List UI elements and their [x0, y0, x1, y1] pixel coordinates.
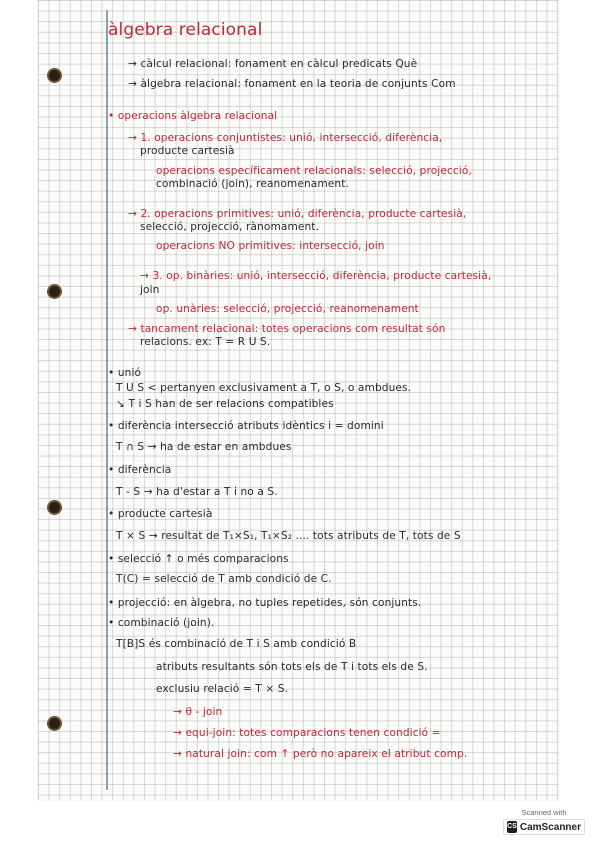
page-title: àlgebra relacional	[108, 20, 263, 40]
note-line: T ∩ S → ha de estar en ambdues	[116, 441, 292, 453]
note-line: operacions NO primitives: intersecció, join	[156, 240, 385, 252]
note-line: • operacions àlgebra relacional	[108, 110, 278, 122]
note-line: → 1. operacions conjuntistes: unió, intersecció, diferència,	[128, 132, 443, 144]
note-line: → tancament relacional: totes operacions com resultat són	[128, 323, 446, 335]
binder-hole-icon	[49, 718, 60, 729]
margin-line	[106, 10, 108, 790]
notebook-page	[38, 0, 558, 800]
note-line: • unió	[108, 367, 142, 379]
note-line: T[B]S és combinació de T i S amb condició B	[116, 638, 357, 650]
note-line: T × S → resultat de T₁×S₁, T₁×S₂ .... tots atributs de T, tots de S	[116, 530, 461, 542]
note-line: T(C) = selecció de T amb condició de C.	[116, 573, 332, 585]
binder-hole-icon	[49, 286, 60, 297]
note-line: → càlcul relacional: fonament en càlcul predicats Què	[128, 58, 418, 70]
note-line: combinació (join), reanomenament.	[156, 178, 349, 190]
note-line: exclusiu relació = T × S.	[156, 683, 289, 695]
note-line: T - S → ha d'estar a T i no a S.	[116, 486, 278, 498]
note-line: • diferència intersecció atributs idèntics i = domini	[108, 420, 384, 432]
binder-hole-icon	[49, 70, 60, 81]
watermark-brand	[503, 819, 585, 835]
note-line: • projecció: en àlgebra, no tuples repetides, són conjunts.	[108, 597, 422, 609]
camscanner-logo-icon: CS	[507, 821, 517, 833]
binder-hole-icon	[49, 502, 60, 513]
note-line: • combinació (join).	[108, 617, 215, 629]
note-line: atributs resultants són tots els de T i tots els de S.	[156, 661, 428, 673]
note-line: T U S < pertanyen exclusivament a T, o S, o ambdues.	[116, 382, 412, 394]
note-line: relacions. ex: T = R U S.	[140, 336, 271, 348]
note-line: join	[140, 284, 160, 296]
note-line: → θ - join	[173, 706, 223, 718]
note-line: ↘ T i S han de ser relacions compatibles	[116, 398, 334, 410]
camscanner-watermark	[503, 808, 585, 838]
note-line: selecció, projecció, rànomament.	[140, 221, 320, 233]
note-line: • diferència	[108, 464, 172, 476]
note-line: → àlgebra relacional: fonament en la teoria de conjunts Com	[128, 78, 456, 90]
note-line: • selecció ↑ o més comparacions	[108, 553, 289, 565]
note-line: operacions específicament relacionals: selecció, projecció,	[156, 165, 472, 177]
note-line: • producte cartesià	[108, 508, 213, 520]
note-line: producte cartesià	[140, 145, 235, 157]
note-line: → natural join: com ↑ però no apareix el atribut comp.	[173, 748, 468, 760]
watermark-caption: Scanned with	[521, 808, 567, 817]
note-line: → 2. operacions primitives: unió, diferència, producte cartesià,	[128, 208, 467, 220]
note-line: → 3. op. binàries: unió, intersecció, diferència, producte cartesià,	[140, 270, 492, 282]
watermark-brand-name: CamScanner	[519, 821, 581, 833]
note-line: op. unàries: selecció, projecció, reanomenament	[156, 303, 419, 315]
note-line: → equi-join: totes comparacions tenen condició =	[173, 727, 441, 739]
